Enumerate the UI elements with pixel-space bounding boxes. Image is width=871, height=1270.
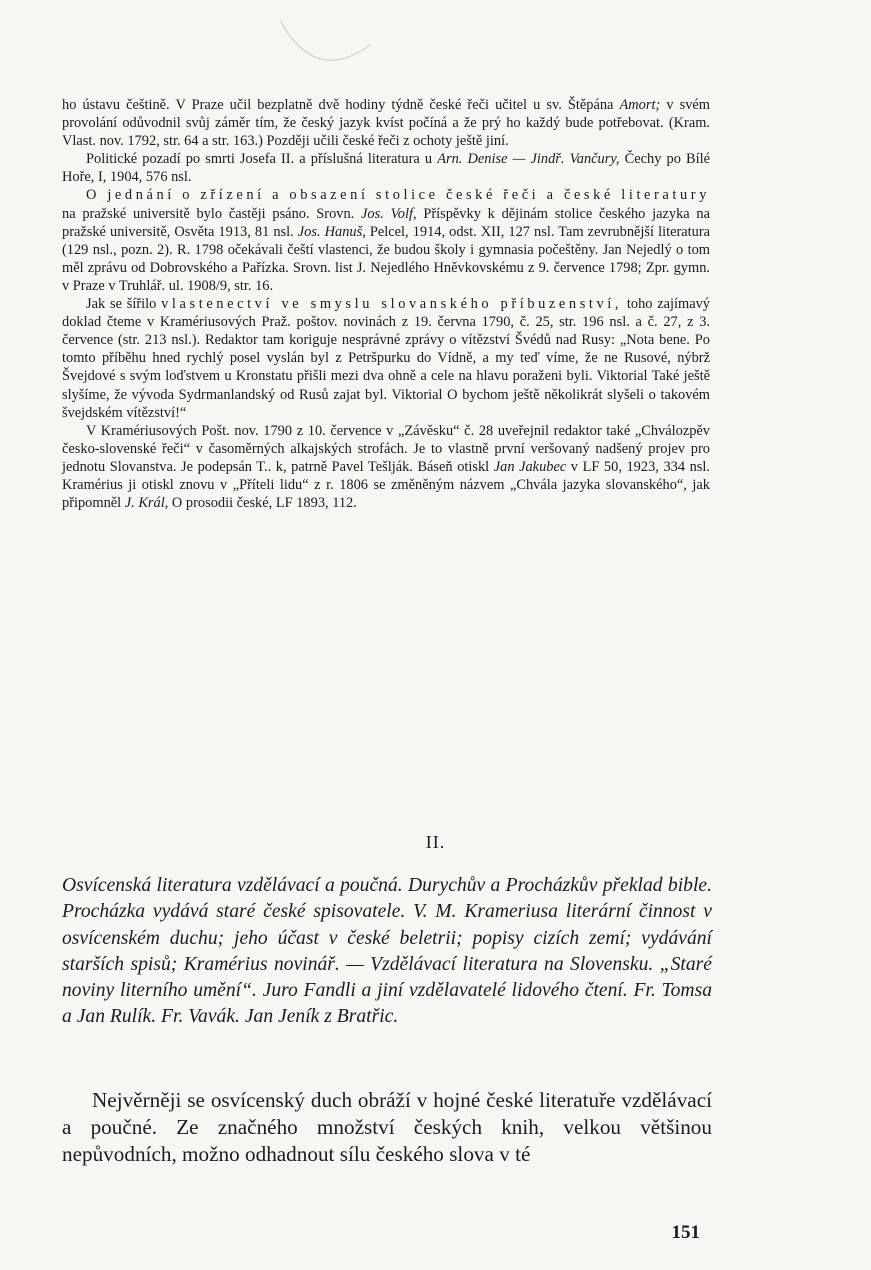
main-text <box>62 1087 712 1169</box>
footnote-paragraph: Politické pozadí po smrti Josefa II. a příslušná literatura u Arn. Denise — Jindř. Vančury, Čechy po Bílé Hoře, I, 1904, 576 nsl. <box>62 151 710 186</box>
body-paragraph: Nejvěrněji se osvícenský duch obráží v hojné české literatuře vzdělávací a poučné. Ze značného množství českých knih, velkou většinou nepůvodních, možno odhadnout sílu českého slova v té <box>62 1088 712 1167</box>
spaced-emphasis: vlastenectví ve smyslu slovanského příbuzenství, <box>161 296 623 313</box>
footnote-paragraph: O jednání o zřízení a obsazení stolice české řeči a české literatury na pražské universitě bylo častěji psáno. Srovn. Jos. Volf, Příspěvky k dějinám stolice českého jazyka na pražské universitě, Osvěta 1913, 81 nsl. Jos. Hanuš, Pelcel, 1914, odst. XII, 127 nsl. Tam zevrubnější literatura (129 nsl., pozn. 2). R. 1798 očekávali čeští vlastenci, že budou školy i gymnasia počeštěny. Jan Nejedlý o tom měl zprávu od Dobrovského a Pařízka. Srovn. list J. Nejedlého Hněvkovskému z 9. července 1798; Zpr. gymn. v Praze v Truhlář. ul. 1908/9, str. 16. <box>62 187 711 294</box>
page-number: 151 <box>671 1222 700 1243</box>
author-name: Jos. Volf, <box>361 205 417 222</box>
author-name: J. Král, <box>124 495 169 512</box>
spaced-emphasis: O jednání o zřízení a obsazení stolice české řeči a české literatury <box>86 187 710 204</box>
footnote-paragraph: ho ústavu češtině. V Praze učil bezplatně dvě hodiny týdně české řeči učitel u sv. Štěpána Amort; v svém provolání odůvodnil svůj záměr tím, že český jazyk kvíst počíná a že prý ho každý bude potřebovat. (Kram. Vlast. nov. 1792, str. 64 a str. 163.) Později učili české řeči z ochoty ještě jiní. <box>62 97 710 150</box>
section-heading: II. <box>425 832 446 852</box>
author-name: Amort; <box>619 97 661 113</box>
footnote-paragraph: Jak se šířilo vlastenectví ve smyslu slovanského příbuzenství, toho zajímavý doklad čteme v Kramériusových Praž. poštov. novinách z 19. června 1790, č. 25, str. 196 nsl. a č. 27, z 3. července (str. 213 nsl.). Redaktor tam koriguje nesprávné zprávy o vítězství Švédů nad Rusy: „Nota bene. Po tomto příběhu hned rychlý posel vyslán byl z Petršpurku do Vídně, a my teď víme, že ne Rusové, nýbrž Švejdové s svým loďstvem u Kronstatu přišli mezi dva ohně a cele na hlavu poraženi byli. Viktorial Také ještě slyšíme, že vývoda Sydrmanlandský od Rusů zajat byl. Viktorial O bychom ještě několikrát slyšeli o takovém švejdském vítězství!“ <box>62 296 711 421</box>
footnotes-block <box>62 96 710 512</box>
author-name: Jan Jakubec <box>493 458 567 475</box>
scan-artifact-curve <box>260 0 390 100</box>
author-name: Arn. Denise — Jindř. Vančury, <box>437 151 620 168</box>
footnote-paragraph: V Kramériusových Pošt. nov. 1790 z 10. července v „Závěsku“ č. 28 uveřejnil redaktor také „Chválozpěv česko-slovenské řeči“ v časoměrných alkajských strofách. Je to vlastně první veršovaný nadšený projev pro jednotu Slovanstva. Je podepsán T.. k, patrně Pavel Tešlják. Báseň otiskl Jan Jakubec v LF 50, 1923, 334 nsl. Kramérius ji otiskl znovu v „Příteli lidu“ z r. 1806 se změněným názvem „Chvála jazyka slovanského“, jak připomněl J. Král, O prosodii české, LF 1893, 112. <box>62 422 710 512</box>
author-name: Jos. Hanuš, <box>297 223 366 240</box>
chapter-summary: Osvícenská literatura vzdělávací a poučná. Durychův a Procházkův překlad bible. Procházka vydává staré české spisovatele. V. M. Krameriusa literární činnost v osvícenském duchu; jeho účast v české beletrii; popisy cizích zemí; vydávání starších spisů; Kramérius novinář. — Vzdělávací literatura na Slovensku. „Staré noviny literního umění“. Juro Fandli a jiní vzdělavatelé lidového čtení. Fr. Tomsa a Jan Rulík. Fr. Vavák. Jan Jeník z Bratřic. <box>62 875 712 1028</box>
